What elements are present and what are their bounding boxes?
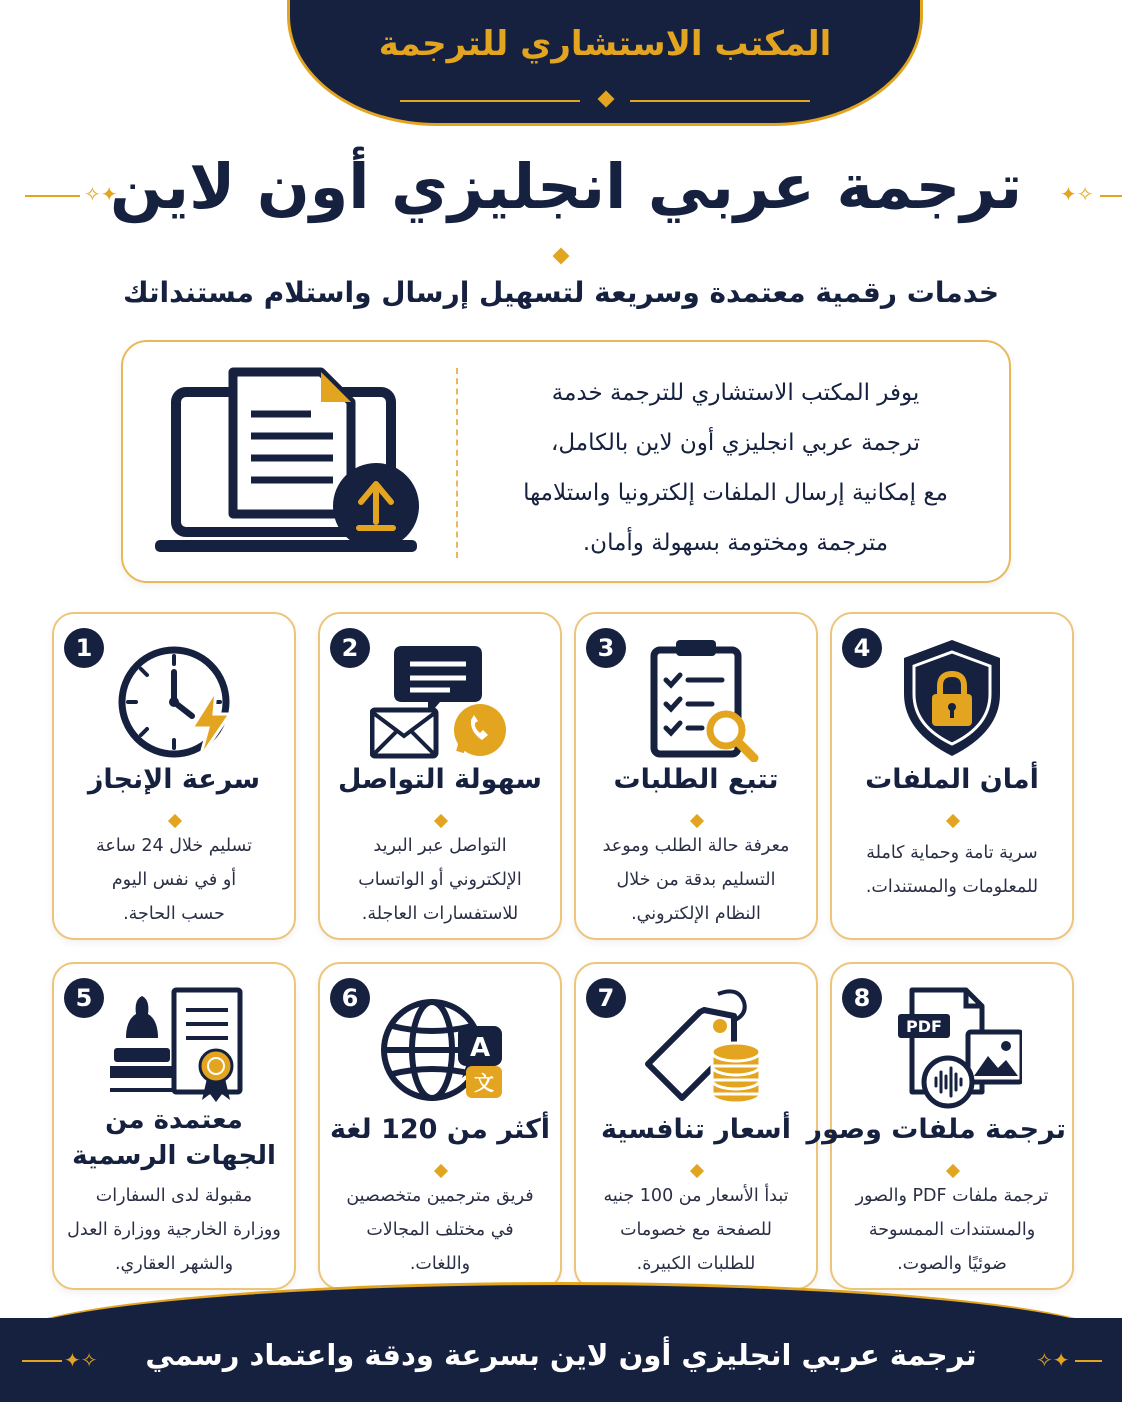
intro-text bbox=[473, 368, 998, 568]
price-tag-coins-icon bbox=[626, 982, 766, 1112]
desc-line: للمعلومات والمستندات. bbox=[865, 877, 1039, 897]
desc-line: ضوئيًا والصوت. bbox=[897, 1254, 1007, 1274]
desc-line: للاستفسارات العاجلة. bbox=[361, 904, 519, 924]
feature-title: أكثر من 120 لغة bbox=[329, 1114, 551, 1145]
laptop-upload-icon bbox=[151, 364, 421, 568]
feature-title: ترجمة ملفات وصور bbox=[806, 1114, 1066, 1145]
diamond-icon bbox=[434, 1164, 448, 1178]
desc-line: في مختلف المجالات bbox=[366, 1220, 514, 1240]
clock-lightning-icon bbox=[104, 632, 244, 762]
intro-line: مع إمكانية إرسال الملفات إلكترونيا واستلامها bbox=[523, 480, 948, 506]
feature-description bbox=[328, 829, 552, 931]
desc-line: تبدأ الأسعار من 100 جنيه bbox=[603, 1186, 789, 1206]
feature-description bbox=[840, 836, 1064, 904]
diamond-icon bbox=[690, 1164, 704, 1178]
top-banner bbox=[287, 0, 923, 126]
title-rule-left bbox=[25, 195, 80, 197]
feature-card-prices bbox=[574, 962, 818, 1290]
feature-title: أمان الملفات bbox=[865, 764, 1039, 795]
feature-card-security bbox=[830, 612, 1074, 940]
sparkle-icon: ✦✧ bbox=[64, 1348, 98, 1372]
title-line: معتمدة من bbox=[105, 1105, 243, 1135]
feature-card-communication bbox=[318, 612, 562, 940]
diamond-icon bbox=[553, 248, 570, 265]
desc-line: فريق مترجمين متخصصين bbox=[346, 1186, 534, 1206]
footer-slogan: ترجمة عربي انجليزي أون لاين بسرعة ودقة واعتماد رسمي bbox=[145, 1338, 977, 1372]
desc-line: مقبولة لدى السفارات bbox=[95, 1186, 253, 1206]
feature-number: 8 bbox=[842, 978, 882, 1018]
pdf-image-audio-icon bbox=[882, 982, 1022, 1112]
feature-description bbox=[328, 1179, 552, 1281]
feature-card-speed bbox=[52, 612, 296, 940]
feature-description bbox=[62, 1179, 286, 1281]
desc-line: للصفحة مع خصومات bbox=[620, 1220, 772, 1240]
feature-description bbox=[584, 829, 808, 931]
feature-number: 4 bbox=[842, 628, 882, 668]
desc-line: والمستندات الممسوحة bbox=[868, 1220, 1036, 1240]
desc-line: النظام الإلكتروني. bbox=[631, 904, 761, 924]
diamond-icon bbox=[690, 814, 704, 828]
feature-title: تتبع الطلبات bbox=[613, 764, 779, 795]
feature-title: سهولة التواصل bbox=[337, 764, 542, 795]
diamond-icon bbox=[946, 814, 960, 828]
feature-card-files bbox=[806, 962, 1074, 1290]
desc-line: للطلبات الكبيرة. bbox=[636, 1254, 756, 1274]
svg-text:文: 文 bbox=[474, 1071, 494, 1095]
desc-line: معرفة حالة الطلب وموعد bbox=[602, 836, 790, 856]
intro-card bbox=[121, 340, 1011, 583]
title-rule-right bbox=[1100, 195, 1122, 197]
diamond-icon bbox=[946, 1164, 960, 1178]
desc-line: التسليم بدقة من خلال bbox=[616, 870, 776, 890]
stamp-certificate-icon bbox=[104, 982, 244, 1112]
diamond-icon bbox=[598, 91, 615, 108]
page-title: ترجمة عربي انجليزي أون لاين bbox=[110, 150, 1023, 223]
title-line: الجهات الرسمية bbox=[72, 1141, 276, 1171]
shield-lock-icon bbox=[882, 632, 1022, 762]
sparkle-icon: ✧✦ bbox=[84, 182, 118, 206]
feature-title: أسعار تنافسية bbox=[601, 1114, 791, 1145]
pdf-label: PDF bbox=[906, 1017, 942, 1036]
page-subtitle: خدمات رقمية معتمدة وسريعة لتسهيل إرسال واستلام مستنداتك bbox=[122, 276, 1000, 309]
feature-number: 5 bbox=[64, 978, 104, 1018]
diamond-icon bbox=[434, 814, 448, 828]
desc-line: سرية تامة وحماية كاملة bbox=[866, 843, 1038, 863]
banner-line-right bbox=[630, 100, 810, 102]
banner-line-left bbox=[400, 100, 580, 102]
desc-line: أو في نفس اليوم bbox=[111, 870, 237, 890]
checklist-search-icon bbox=[626, 632, 766, 762]
feature-number: 6 bbox=[330, 978, 370, 1018]
chat-mail-whatsapp-icon bbox=[370, 632, 510, 762]
feature-description bbox=[584, 1179, 808, 1281]
feature-title: سرعة الإنجاز bbox=[87, 764, 261, 795]
desc-line: ترجمة ملفات PDF والصور bbox=[855, 1186, 1049, 1206]
intro-line: مترجمة ومختومة بسهولة وأمان. bbox=[582, 530, 889, 556]
feature-number: 7 bbox=[586, 978, 626, 1018]
diamond-icon bbox=[168, 814, 182, 828]
desc-line: التواصل عبر البريد bbox=[373, 836, 507, 856]
desc-line: حسب الحاجة. bbox=[123, 904, 225, 924]
intro-line: ترجمة عربي انجليزي أون لاين بالكامل، bbox=[550, 430, 921, 456]
feature-description bbox=[840, 1179, 1064, 1281]
feature-number: 1 bbox=[64, 628, 104, 668]
sparkle-icon: ✦✧ bbox=[1060, 182, 1094, 206]
feature-card-tracking bbox=[574, 612, 818, 940]
desc-line: والشهر العقاري. bbox=[114, 1254, 234, 1274]
intro-line: يوفر المكتب الاستشاري للترجمة خدمة bbox=[551, 380, 920, 406]
sparkle-icon: ✧✦ bbox=[1036, 1348, 1070, 1372]
feature-number: 2 bbox=[330, 628, 370, 668]
svg-text:A: A bbox=[469, 1033, 491, 1063]
intro-divider bbox=[456, 368, 458, 558]
brand-name: المكتب الاستشاري للترجمة bbox=[378, 24, 832, 64]
feature-card-certified bbox=[52, 962, 296, 1290]
desc-line: تسليم خلال 24 ساعة bbox=[96, 836, 252, 856]
feature-title bbox=[60, 1102, 288, 1174]
desc-line: ووزارة الخارجية ووزارة العدل bbox=[67, 1220, 281, 1240]
globe-translate-icon bbox=[370, 982, 510, 1112]
feature-number: 3 bbox=[586, 628, 626, 668]
desc-line: الإلكتروني أو الواتساب bbox=[358, 870, 522, 890]
desc-line: واللغات. bbox=[409, 1254, 471, 1274]
feature-description bbox=[62, 829, 286, 931]
feature-card-languages bbox=[318, 962, 562, 1290]
